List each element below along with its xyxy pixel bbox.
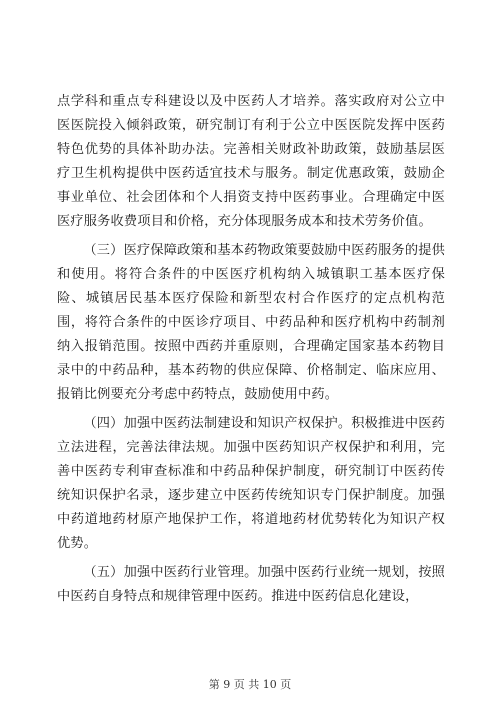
- paragraph-section-5: （五）加强中医药行业管理。加强中医药行业统一规划，按照中医药自身特点和规律管理中医药。推进中医药信息化建设，: [57, 565, 445, 604]
- page-number-footer: 第 9 页 共 10 页: [208, 678, 292, 691]
- paragraph-section-3: （三）医疗保障政策和基本药物政策要鼓励中医药服务的提供和使用。将符合条件的中医医疗机构纳入城镇职工基本医疗保险、城镇居民基本医疗保险和新型农村合作医疗的定点机构范围，将符合条件的中医诊疗项目、中药品种和医疗机构中药制剂纳入报销范围。按照中西药并重原则，合理确定国家基本药物目录中的中药品种，基本药物的供应保障、价格制定、临床应用、报销比例要充分考虑中药特点，鼓励使用中药。: [57, 243, 445, 402]
- paragraph-continuation: 点学科和重点专科建设以及中医药人才培养。落实政府对公立中医医院投入倾斜政策，研究制订有利于公立中医医院发挥中医药特色优势的具体补助办法。完善相关财政补助政策，鼓励基层医疗卫生机构提供中医药适宜技术与服务。制定优惠政策，鼓励企事业单位、社会团体和个人捐资支持中医药事业。合理确定中医医疗服务收费项目和价格，充分体现服务成本和技术劳务价值。: [57, 94, 445, 229]
- paragraph-section-4: （四）加强中医药法制建设和知识产权保护。积极推进中医药立法进程，完善法律法规。加强中医药知识产权保护和利用，完善中医药专利审查标准和中药品种保护制度，研究制订中医药传统知识保护名录，逐步建立中医药传统知识专门保护制度。加强中药道地药材原产地保护工作，将道地药材优势转化为知识产权优势。: [57, 416, 445, 551]
- document-body: [57, 90, 445, 609]
